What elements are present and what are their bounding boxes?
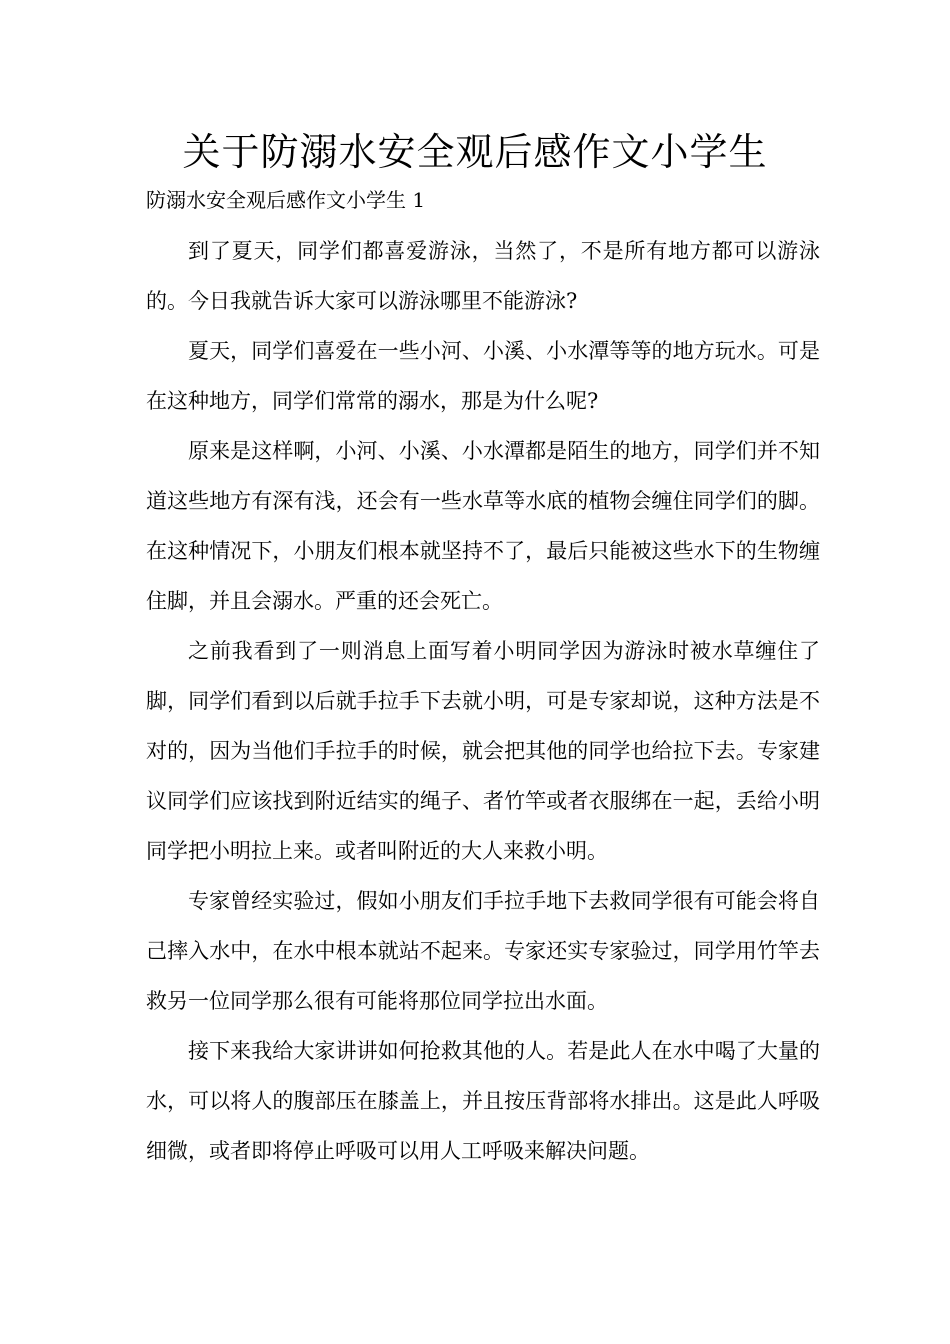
document-title: 关于防溺水安全观后感作文小学生 — [182, 130, 768, 174]
paragraph: 接下来我给大家讲讲如何抢救其他的人。若是此人在水中喝了大量的水，可以将人的腹部压在膝盖上，并且按压背部将水排出。这是此人呼吸细微，或者即将停止呼吸可以用人工呼吸来解决问题。 — [146, 1039, 820, 1163]
document-body — [146, 226, 820, 1176]
paragraph: 专家曾经实验过，假如小朋友们手拉手地下去救同学很有可能会将自己摔入水中，在水中根本就站不起来。专家还实专家验过，同学用竹竿去救另一位同学那么很有可能将那位同学拉出水面。 — [146, 889, 820, 1013]
section-heading: 防溺水安全观后感作文小学生 1 — [146, 188, 426, 212]
paragraph: 之前我看到了一则消息上面写着小明同学因为游泳时被水草缠住了脚，同学们看到以后就手拉手下去就小明，可是专家却说，这种方法是不对的，因为当他们手拉手的时候，就会把其他的同学也给拉下去。专家建议同学们应该找到附近结实的绳子、者竹竿或者衣服绑在一起，丢给小明同学把小明拉上来。或者叫附近的大人来救小明。 — [146, 639, 820, 863]
paragraph: 原来是这样啊，小河、小溪、小水潭都是陌生的地方，同学们并不知道这些地方有深有浅，还会有一些水草等水底的植物会缠住同学们的脚。在这种情况下，小朋友们根本就坚持不了，最后只能被这些水下的生物缠住脚，并且会溺水。严重的还会死亡。 — [146, 439, 820, 613]
paragraph: 夏天，同学们喜爱在一些小河、小溪、小水潭等等的地方玩水。可是在这种地方，同学们常常的溺水，那是为什么呢? — [146, 339, 820, 413]
paragraph: 到了夏天，同学们都喜爱游泳，当然了，不是所有地方都可以游泳的。今日我就告诉大家可以游泳哪里不能游泳? — [146, 239, 820, 313]
